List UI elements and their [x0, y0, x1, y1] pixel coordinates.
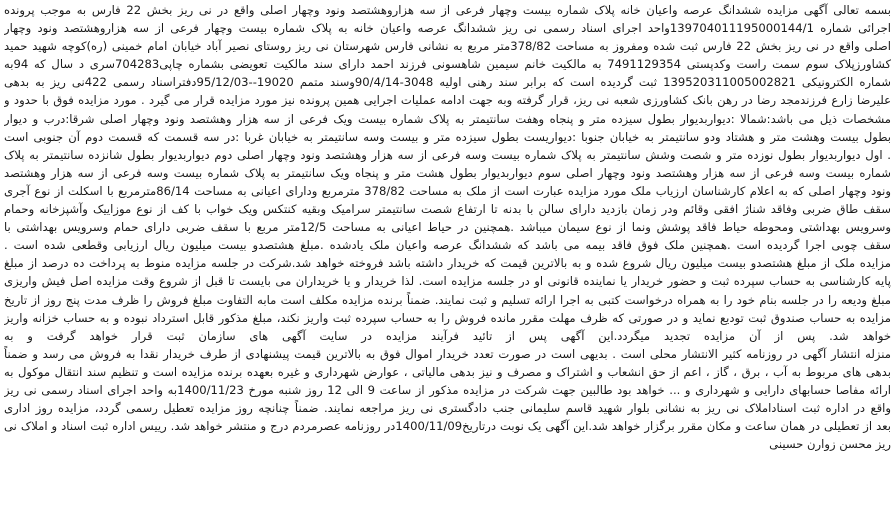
notice-line: مزایده به حساب صندوق ثبت تودیع نماید و در صورتی که ظرف مهلت مقرر مانده فروش را به حساب سپرده ثبت واریز نکند، مبلغ مذکور قابل استرداد نبوده و به حساب خزانه واریز — [4, 310, 891, 325]
notice-line: بسمه تعالی آگهی مزایده ششدانگ عرصه واعیان خانه پلاک شماره بیست وچهار فرعی از سه هزاروهشتصد ونود وچهار اصلی واقع در نی ریز بخش 22 فارس به موجب پرونده — [4, 3, 891, 17]
notice-line: بطول بیست وهشت متر و هشتاد ودو سانتیمتر به خیابان جنوبا :دیواریست بطول سیزده متر و بیست وسه سانتیمتر به خیابان غربا :در سه قسمت که قسمت دوم آن جنوبی است — [4, 129, 891, 144]
notice-line: پایه کارشناسی به حساب سپرده ثبت و حضور خریدار یا نماینده قانونی او در جلسه مزایده است. لذا خریدار و یا خریداران می بایست تا قبل از شروع وقت مزایده اصل فیش واریزی — [4, 274, 891, 289]
notice-line: خواهد شد. پس از آن مزایده تجدید میگردد.این آگهی پس از تائید فرآیند مزایده در سایت آگهی های سازمان ثبت قرار خواهد گرفت و به — [4, 328, 891, 343]
notice-line: بعد از تعطیلی در همان ساعت و مکان مقرر برگزار خواهد شد.این آگهی یک نوبت درتاریخ1400/11/09در روزنامه عصرمردم درج و منتشر خواهد شد. رییس اداره ثبت اسناد و املاک نی — [4, 419, 891, 434]
notice-line: شماره بیست وسه فرعی از سه هزار وهشتصد ونود وچهار اصلی سوم دیواربدیوار بطول هشت متر و پنجاه ویک سانتیمتر به پلاک شماره بیست وسه فرعی از سه هزار وهشتصد — [4, 165, 891, 180]
notice-line: وسرویس بهداشتی ومحوطه حیاط فاقد پوشش ونما از نوع سیمان میباشد .همچنین در حیاط اعیانی به مساحت 12/5متر مربع با سقف ضربی دارای حمام وسرویس بهداشتی با — [4, 220, 891, 235]
notice-line: مشخصات ذیل می باشد:شمالا :دیواربدیوار بطول سیزده متر و پنجاه وهفت سانتیمتر به پلاک شماره بیست ویک فرعی از سه هزار وهشتصد ونود وچهار اصلی شرقا:درب و دیوار — [4, 111, 891, 126]
notice-line: سقف چوبی اجرا گردیده است .همچنین ملک فوق فاقد بیمه می باشد که ششدانگ عرصه واعیان ملک یادشده .مبلغ هشتصدو بیست میلیون ریال ارزیابی وقطعی شده است . — [4, 238, 891, 253]
notice-line: اصلی واقع در نی ریز بخش 22 فارس ثبت شده ومفروز به مساحت 378/82متر مربع به نشانی فارس شهرستان نی ریز روستای نصیر آباد خیابان امام خمینی (ره)کوچه شهید حمید — [4, 39, 891, 54]
notice-line: واقع در اداره ثبت اسناداملاک نی ریز به نشانی بلوار شهید قاسم سلیمانی جنب دادگستری نی ریز مراجعه نمایند. ضمناً چنانچه روز مزایده تعطیل رسمی گردد، مزایده روز اداری — [4, 401, 891, 416]
notice-line: مزایده ملک از مبلغ هشتصدو بیست میلیون ریال شروع شده و به بالاترین قیمت که خریدار داشته باشد فروخته خواهد شد.شرکت در جلسه مزایده منوط به پرداخت ده درصد از مبلغ — [4, 256, 891, 271]
notice-line: مبلغ ودیعه را در جلسه بنام خود را به همراه درخواست کتبی به اجرا ارائه تسلیم و ثبت نمایند. ضمناً برنده مزایده مکلف است مابه التفاوت مبلغ فروش را ظرف مدت پنج روز از تاریخ — [4, 292, 891, 307]
notice-line: بدهی های مربوط به آب ، برق ، گاز ، اعم از حق انشعاب و اشتراک و مصرف و نیز بدهی مالیاتی ، عوارض شهرداری و غیره بعهده برنده مزایده است و تنظیم سند انتقال موکول به — [4, 364, 891, 379]
notice-line: سقف طاق ضربی وفاقد شناژ افقی وقائم ودر زمان بازدید دارای سالن با بدنه تا ارتفاع شصت سانتیمتر سرامیک وبقیه کنتکس ویک خواب با کف از نوع موزاییک وآشپزخانه وحمام — [4, 202, 891, 217]
notice-line: ونود وچهار اصلی که به اعلام کارشناسان ارزیاب ملک مورد مزایده عبارت است از ملک به مساحت 378/82 مترمربع ودارای اعیانی به مساحت 86/14مترمربع با اسکلت از نوع آجری — [4, 183, 891, 198]
auction-notice — [4, 1, 891, 509]
notice-line: . اول دیواربدیوار بطول نوزده متر و شصت وشش سانتیمتر به پلاک شماره بیست وسه فرعی از سه هزار وهشتصد ونود وچهار اصلی دوم دیواربدیوار بطول شانزده سانتیمتر به پلاک — [4, 147, 891, 162]
notice-line: علیرضا زارع فرزندمجد رضا در رهن بانک کشاورزی شعبه نی ریز، قرار گرفته وبه جهت ادامه عملیات اجرایی همین پرونده نیز مورد مزایده قرار می گیرد . مورد مزایده فوق با حدود و — [4, 93, 891, 108]
notice-line: ارائه مفاصا حسابهای دارایی و شهرداری و ... خواهد بود طالبین جهت شرکت در مزایده مذکور از ساعت 9 الی 12 روز شنبه مورخ 1400/11/23به واحد اجرای اسناد رسمی نی ریز — [4, 382, 891, 397]
notice-line: کشاورزپلاک سوم سمت راست وکدپستی 7491129354 به مالکیت خانم سیمین شاهسونی فرزند احمد دارای سند مالکیت تعویضی بشماره چاپی704283سری د سال که 94به — [4, 57, 891, 72]
notice-line: منزله انتشار آگهی در روزنامه کثیر الانتشار محلی است . بدیهی است در صورت تعدد خریدار اموال فوق به بالاترین قیمت پیشنهادی از طرف خریدار نقدا به فروش می رسد و ضمناً — [4, 346, 891, 361]
notice-line: ریز محسن زوارن حسینی — [769, 437, 891, 452]
notice-line: شماره الکترونیکی 139520311005002821 ثبت گردیده است که برابر سند رهنی اولیه 3048-90/4/14وسند متمم 19020--95/12/03دفتراسناد رسمی 422نی ریز به بدهی — [4, 75, 891, 90]
notice-line: اجرائی شماره 139704011195000144/1واحد اجرای اسناد رسمی نی ریز ششدانگ عرصه واعیان خانه به پلاک شماره بیست وچهار فرعی از سه هزاروهشتصد ونود وچهار — [4, 21, 891, 36]
